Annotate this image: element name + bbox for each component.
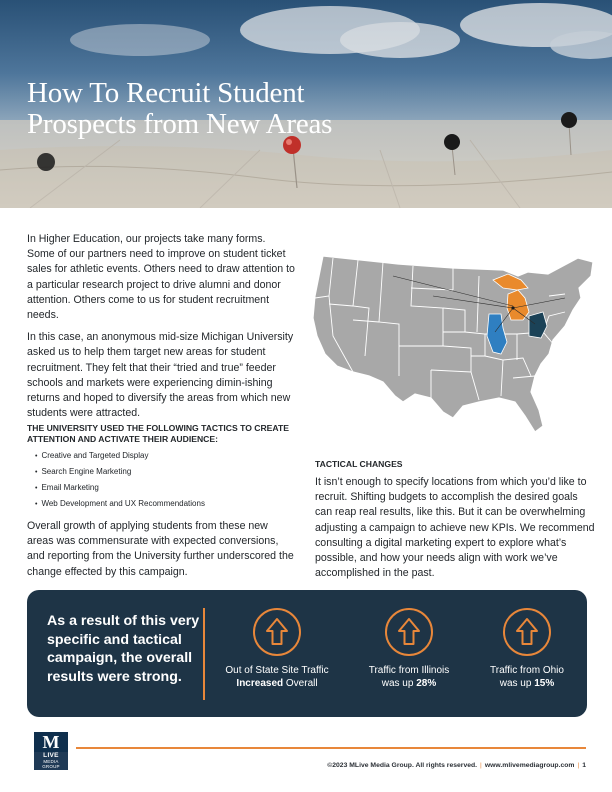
logo-media: MEDIA <box>43 759 59 764</box>
page-title <box>27 78 447 140</box>
us-map <box>303 236 603 451</box>
stat-line-1: Out of State Site Traffic <box>225 665 329 676</box>
stat-label <box>349 665 469 690</box>
list-item: • Email Marketing <box>35 480 205 496</box>
page-number: 1 <box>582 762 586 769</box>
stat-label <box>217 665 337 690</box>
intro-paragraph-1: In Higher Education, our projects take many forms. Some of our partners need to improve on student ticket sales for athletic events. Others need to draw attention to a particular research project to drive alumni and donor attention. Others come to us for student recruitment needs. <box>27 233 295 322</box>
us-map-graphic <box>303 236 603 451</box>
footer-url[interactable]: www.mlivemediagroup.com <box>484 762 575 769</box>
results-intro: As a result of this very specific and tactical campaign, the overall results were strong. <box>47 613 200 685</box>
stat-emphasis: Increased <box>236 677 284 689</box>
intro-paragraph-2: In this case, an anonymous mid-size Michigan University asked us to help them target new areas for student recruitment. They felt that their “tried and true” feeder schools and markets were experiencing dimin-ishing returns and hoped to diversify the areas from which new students were attracted. <box>27 331 294 420</box>
origin-marker <box>511 306 514 309</box>
tactics-heading: THE UNIVERSITY USED THE FOLLOWING TACTICS TO CREATE ATTENTION AND ACTIVATE THEIR AUDIENCE: <box>27 423 289 444</box>
footer-copyright: ©2023 MLive Media Group. All rights reserved. <box>327 762 478 769</box>
footer-divider <box>76 747 586 749</box>
logo-m: M <box>34 732 68 752</box>
footer-separator: | <box>577 762 580 769</box>
growth-paragraph: Overall growth of applying students from these new areas was commensurate with expected conversions, and reporting from the University further underscored the change effected by this campaign. <box>27 520 294 578</box>
results-divider <box>203 608 205 700</box>
footer-separator: | <box>480 762 482 769</box>
list-item: • Search Engine Marketing <box>35 464 205 480</box>
arrow-up-icon <box>383 606 435 658</box>
logo-group: GROUP <box>42 764 60 769</box>
stat-prefix: was up <box>499 677 535 689</box>
stat-out-of-state <box>217 606 337 690</box>
tactical-changes-heading: TACTICAL CHANGES <box>315 459 403 469</box>
intro-section <box>27 232 295 428</box>
footer-text <box>327 762 586 769</box>
stat-line-1: Traffic from Illinois <box>368 665 450 676</box>
mlive-logo <box>34 732 68 770</box>
list-item: • Creative and Targeted Display <box>35 448 205 464</box>
results-panel <box>27 590 587 717</box>
tactics-list <box>35 448 205 512</box>
tactical-changes-body: It isn’t enough to specify locations from which you’d like to recruit. Shifting budgets to accomplish the desired goals can reap real results, like this. But it can be overwhelming adjusting a campaign to achieve new KPIs. We recommend consulting a digital marketing expert to explore what’s possible, and how your needs align with work we’ve accomplished in the past. <box>315 476 595 580</box>
page-title-line-1: How To Recruit Student <box>27 77 305 109</box>
logo-live: LIVE <box>43 752 59 759</box>
arrow-up-icon <box>501 606 553 658</box>
arrow-up-icon <box>251 606 303 658</box>
list-item: • Web Development and UX Recommendations <box>35 496 205 512</box>
stat-rest: Overall <box>283 677 318 689</box>
stat-illinois <box>349 606 469 690</box>
stat-ohio <box>467 606 587 690</box>
stat-prefix: was up <box>381 677 417 689</box>
hero-banner <box>0 0 612 208</box>
stat-emphasis: 28% <box>416 677 437 689</box>
stat-emphasis: 15% <box>534 677 555 689</box>
stat-line-1: Traffic from Ohio <box>490 665 564 676</box>
page-title-line-2: Prospects from New Areas <box>27 108 333 140</box>
stat-label <box>467 665 587 690</box>
